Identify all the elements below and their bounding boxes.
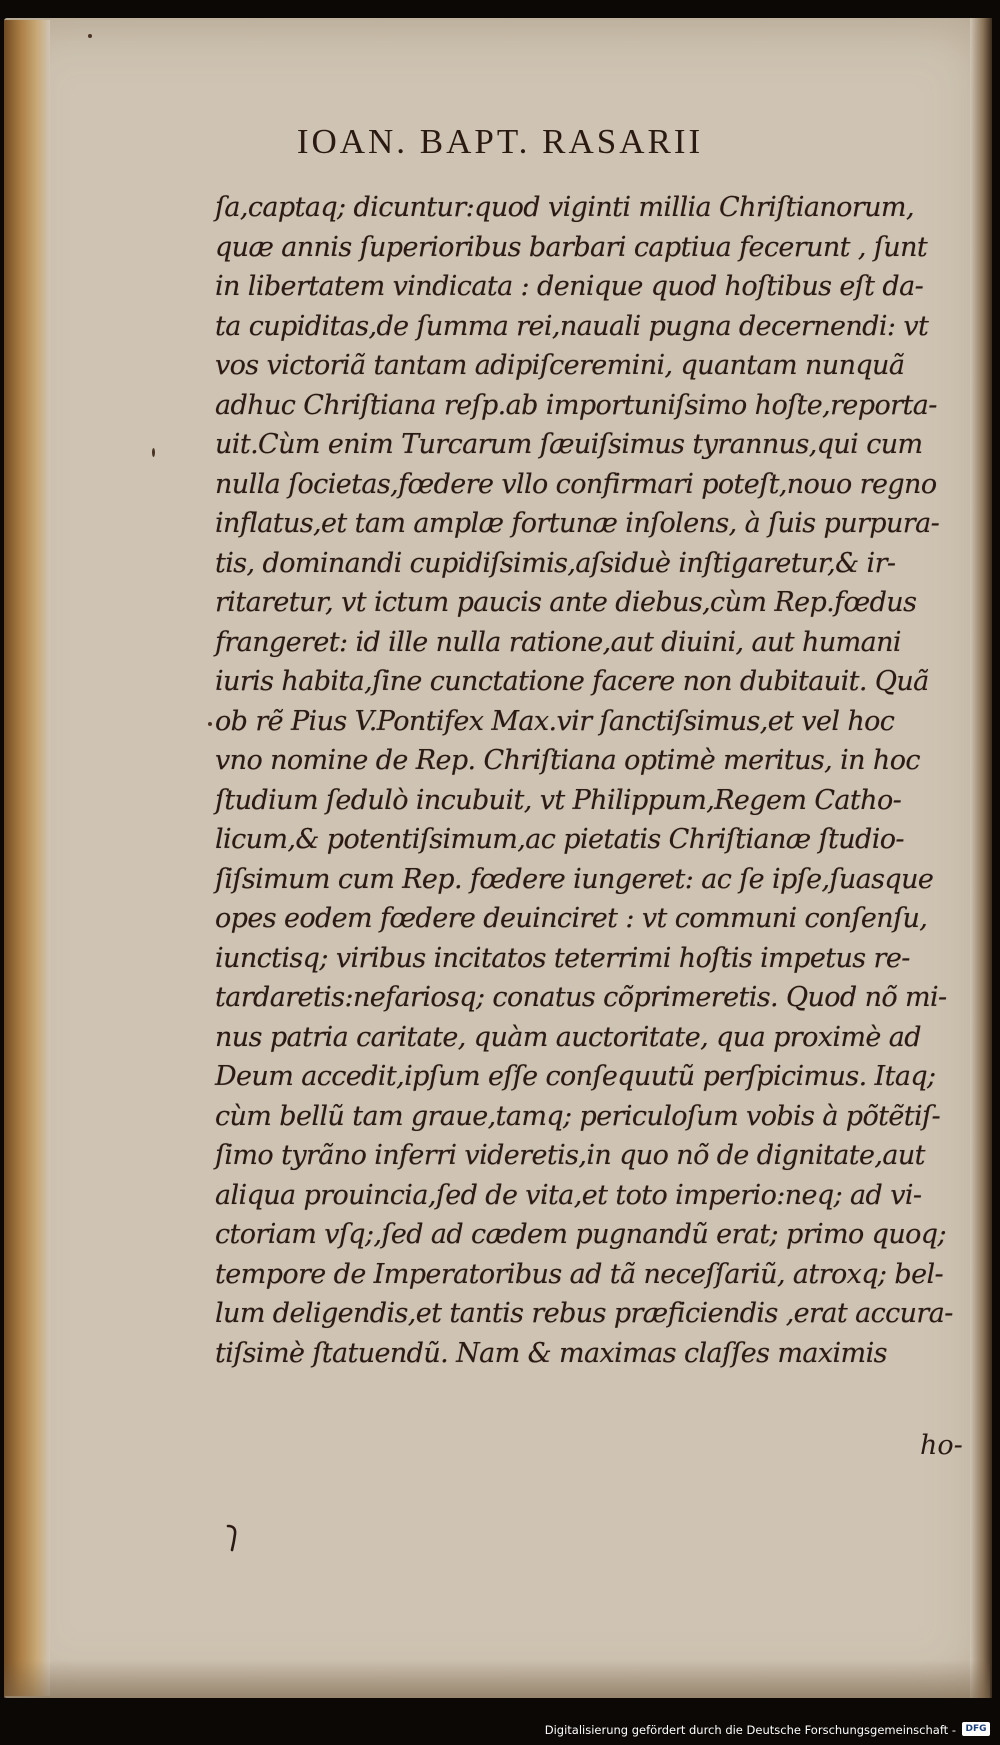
ink-speck <box>88 34 92 38</box>
text-line: ctoriam vſq;,ſed ad cædem pugnandũ erat; primo quoq; <box>215 1219 946 1250</box>
ink-speck <box>152 448 155 457</box>
digitization-credit: Digitalisierung gefördert durch die Deutsche Forschungsgemeinschaft - <box>544 1723 956 1737</box>
ink-speck <box>208 722 212 726</box>
running-head: IOAN. BAPT. RASARII <box>296 122 704 161</box>
text-line: vos victoriã tantam adipiſceremini, quantam nunquã <box>215 350 905 381</box>
text-line: ritaretur, vt ictum paucis ante diebus,cùm Rep.fœdus <box>215 587 917 618</box>
text-line: inflatus,et tam amplæ fortunæ inſolens, à ſuis purpura- <box>215 508 940 539</box>
page-bottom-shadow <box>4 1660 990 1698</box>
text-line: uit.Cùm enim Turcarum ſæuiſsimus tyrannus,qui cum <box>215 429 923 460</box>
text-line: tempore de Imperatoribus ad tã neceſſariũ, atroxq; bel- <box>215 1258 944 1290</box>
text-line: ta cupiditas,de ſumma rei,nauali pugna decernendi: vt <box>215 310 929 342</box>
text-line: ſa,captaq; dicuntur:quod viginti millia Chriſtianorum, <box>215 192 914 223</box>
text-line: Deum accedit,ipſum eſſe conſequutũ perſpicimus. Itaq; <box>215 1061 936 1092</box>
text-line: cùm bellũ tam graue,tamq; periculoſum vobis à põtẽtiſ- <box>215 1100 940 1132</box>
text-line: tis, dominandi cupidiſsimis,aſsiduè inſtigaretur,& ir- <box>215 547 896 579</box>
text-line: iuris habita,ſine cunctatione facere non dubitauit. Quã <box>215 666 929 697</box>
dfg-logo: DFG <box>962 1722 990 1736</box>
text-line: licum,& potentiſsimum,ac pietatis Chriſtianæ ſtudio- <box>215 824 904 855</box>
text-line: ſiſsimum cum Rep. fœdere iungeret: ac ſe ipſe,ſuasque <box>215 863 934 895</box>
text-line: tardaretis:nefariosq; conatus cõprimeretis. Quod nõ mi- <box>215 982 947 1013</box>
text-line: ſtudium ſedulò incubuit, vt Philippum,Regem Catho- <box>215 784 902 816</box>
text-line: vno nomine de Rep. Chriſtiana optimè meritus, in hoc <box>215 745 920 776</box>
catchword: ho- <box>920 1430 963 1461</box>
text-line: adhuc Chriſtiana reſp.ab importuniſsimo hoſte,reporta- <box>215 389 937 421</box>
text-line: ſimo tyrãno inferri videretis,in quo nõ de dignitate,aut <box>215 1140 925 1171</box>
text-line: nus patria caritate, quàm auctoritate, qua proximè ad <box>215 1021 921 1053</box>
text-line: nulla ſocietas,fœdere vllo confirmari poteſt,nouo regno <box>215 468 937 500</box>
text-line: ob rẽ Pius V.Pontifex Max.vir ſanctiſsimus,et vel hoc <box>215 705 895 737</box>
page-gutter-edge <box>4 20 50 1696</box>
text-line: in libertatem vindicata : denique quod hoſtibus eſt da- <box>215 271 924 302</box>
text-line: aliqua prouincia,ſed de vita,et toto imperio:neq; ad vi- <box>215 1179 922 1211</box>
text-line: quæ annis ſuperioribus barbari captiua fecerunt , ſunt <box>215 231 928 263</box>
text-line: iunctisq; viribus incitatos teterrimi hoſtis impetus re- <box>215 942 910 974</box>
ink-mark-icon <box>226 1522 240 1552</box>
text-line: opes eodem fœdere deuinciret : vt communi conſenſu, <box>215 903 928 934</box>
body-text <box>215 188 975 1373</box>
text-line: frangeret: id ille nulla ratione,aut diuini, aut humani <box>215 626 901 658</box>
text-line: lum deligendis,et tantis rebus præficiendis ,erat accura- <box>215 1298 953 1329</box>
text-line: tiſsimè ſtatuendũ. Nam & maximas claſſes maximis <box>215 1337 887 1369</box>
